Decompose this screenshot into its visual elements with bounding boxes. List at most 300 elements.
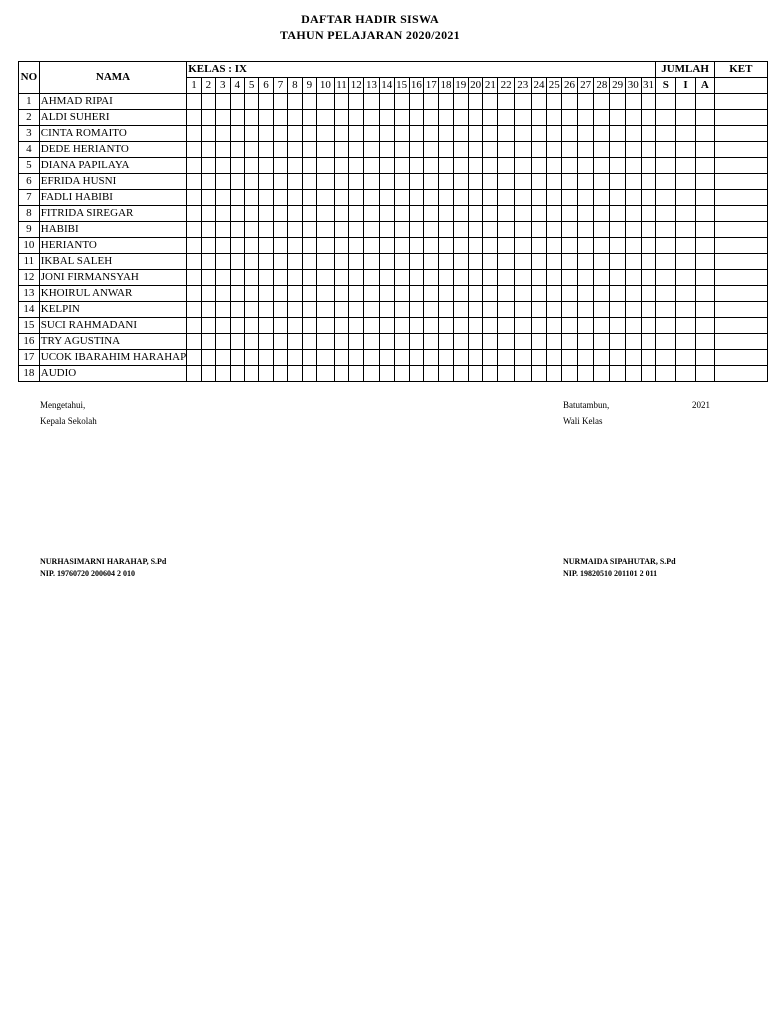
attendance-cell[interactable] [394,302,409,318]
attendance-cell[interactable] [259,158,273,174]
attendance-cell[interactable] [547,366,562,382]
attendance-cell[interactable] [625,190,641,206]
attendance-cell[interactable] [514,206,531,222]
ket-cell[interactable] [714,94,767,110]
attendance-cell[interactable] [562,142,578,158]
jumlah-cell[interactable] [656,334,676,350]
jumlah-cell[interactable] [695,94,714,110]
attendance-cell[interactable] [302,334,316,350]
attendance-cell[interactable] [625,238,641,254]
attendance-cell[interactable] [379,286,394,302]
attendance-cell[interactable] [514,110,531,126]
attendance-cell[interactable] [468,286,483,302]
attendance-cell[interactable] [641,94,656,110]
jumlah-cell[interactable] [676,222,696,238]
attendance-cell[interactable] [187,318,201,334]
attendance-cell[interactable] [409,222,424,238]
attendance-cell[interactable] [259,238,273,254]
attendance-cell[interactable] [288,94,302,110]
attendance-cell[interactable] [531,142,547,158]
attendance-cell[interactable] [244,174,258,190]
attendance-cell[interactable] [201,110,215,126]
attendance-cell[interactable] [409,174,424,190]
attendance-cell[interactable] [230,350,244,366]
attendance-cell[interactable] [244,110,258,126]
attendance-cell[interactable] [498,126,515,142]
attendance-cell[interactable] [334,334,349,350]
attendance-cell[interactable] [439,366,454,382]
attendance-cell[interactable] [349,190,364,206]
attendance-cell[interactable] [349,206,364,222]
attendance-cell[interactable] [594,158,610,174]
attendance-cell[interactable] [562,222,578,238]
attendance-cell[interactable] [424,334,439,350]
attendance-cell[interactable] [187,174,201,190]
attendance-cell[interactable] [230,190,244,206]
attendance-cell[interactable] [625,350,641,366]
attendance-cell[interactable] [364,110,380,126]
attendance-cell[interactable] [562,334,578,350]
attendance-cell[interactable] [317,94,335,110]
attendance-cell[interactable] [468,190,483,206]
attendance-cell[interactable] [230,126,244,142]
attendance-cell[interactable] [302,110,316,126]
attendance-cell[interactable] [394,222,409,238]
attendance-cell[interactable] [483,350,498,366]
attendance-cell[interactable] [394,94,409,110]
attendance-cell[interactable] [641,142,656,158]
attendance-cell[interactable] [216,318,230,334]
attendance-cell[interactable] [483,158,498,174]
attendance-cell[interactable] [216,270,230,286]
attendance-cell[interactable] [547,94,562,110]
attendance-cell[interactable] [288,206,302,222]
attendance-cell[interactable] [201,286,215,302]
attendance-cell[interactable] [409,190,424,206]
attendance-cell[interactable] [439,270,454,286]
jumlah-cell[interactable] [656,206,676,222]
jumlah-cell[interactable] [656,318,676,334]
attendance-cell[interactable] [594,222,610,238]
attendance-cell[interactable] [230,222,244,238]
attendance-cell[interactable] [409,206,424,222]
attendance-cell[interactable] [547,318,562,334]
attendance-cell[interactable] [230,158,244,174]
attendance-cell[interactable] [259,302,273,318]
attendance-cell[interactable] [216,334,230,350]
attendance-cell[interactable] [562,238,578,254]
attendance-cell[interactable] [483,254,498,270]
attendance-cell[interactable] [273,350,287,366]
attendance-cell[interactable] [349,286,364,302]
attendance-cell[interactable] [349,158,364,174]
attendance-cell[interactable] [201,350,215,366]
attendance-cell[interactable] [187,350,201,366]
attendance-cell[interactable] [394,238,409,254]
attendance-cell[interactable] [364,334,380,350]
attendance-cell[interactable] [349,270,364,286]
attendance-cell[interactable] [625,110,641,126]
attendance-cell[interactable] [625,222,641,238]
attendance-cell[interactable] [364,286,380,302]
attendance-cell[interactable] [577,350,594,366]
attendance-cell[interactable] [514,142,531,158]
attendance-cell[interactable] [230,254,244,270]
attendance-cell[interactable] [379,94,394,110]
attendance-cell[interactable] [302,142,316,158]
jumlah-cell[interactable] [656,126,676,142]
jumlah-cell[interactable] [676,334,696,350]
attendance-cell[interactable] [424,270,439,286]
attendance-cell[interactable] [468,302,483,318]
attendance-cell[interactable] [483,190,498,206]
attendance-cell[interactable] [394,206,409,222]
attendance-cell[interactable] [498,318,515,334]
attendance-cell[interactable] [302,222,316,238]
attendance-cell[interactable] [453,142,468,158]
attendance-cell[interactable] [259,286,273,302]
attendance-cell[interactable] [259,174,273,190]
attendance-cell[interactable] [364,366,380,382]
attendance-cell[interactable] [498,254,515,270]
attendance-cell[interactable] [273,334,287,350]
attendance-cell[interactable] [514,222,531,238]
attendance-cell[interactable] [273,174,287,190]
attendance-cell[interactable] [273,302,287,318]
attendance-cell[interactable] [453,110,468,126]
attendance-cell[interactable] [468,222,483,238]
attendance-cell[interactable] [641,238,656,254]
attendance-cell[interactable] [201,222,215,238]
attendance-cell[interactable] [379,142,394,158]
attendance-cell[interactable] [468,350,483,366]
attendance-cell[interactable] [483,238,498,254]
attendance-cell[interactable] [641,190,656,206]
attendance-cell[interactable] [483,126,498,142]
jumlah-cell[interactable] [656,350,676,366]
attendance-cell[interactable] [531,302,547,318]
attendance-cell[interactable] [625,94,641,110]
attendance-cell[interactable] [562,270,578,286]
attendance-cell[interactable] [288,334,302,350]
attendance-cell[interactable] [244,158,258,174]
attendance-cell[interactable] [349,318,364,334]
attendance-cell[interactable] [364,238,380,254]
ket-cell[interactable] [714,254,767,270]
attendance-cell[interactable] [187,206,201,222]
attendance-cell[interactable] [334,318,349,334]
attendance-cell[interactable] [468,110,483,126]
jumlah-cell[interactable] [695,222,714,238]
attendance-cell[interactable] [468,318,483,334]
attendance-cell[interactable] [201,302,215,318]
attendance-cell[interactable] [216,302,230,318]
attendance-cell[interactable] [273,318,287,334]
attendance-cell[interactable] [514,126,531,142]
attendance-cell[interactable] [379,270,394,286]
attendance-cell[interactable] [453,302,468,318]
attendance-cell[interactable] [439,334,454,350]
attendance-cell[interactable] [625,302,641,318]
attendance-cell[interactable] [364,206,380,222]
attendance-cell[interactable] [453,286,468,302]
jumlah-cell[interactable] [656,222,676,238]
jumlah-cell[interactable] [676,350,696,366]
attendance-cell[interactable] [288,174,302,190]
attendance-cell[interactable] [349,334,364,350]
attendance-cell[interactable] [424,222,439,238]
jumlah-cell[interactable] [676,366,696,382]
attendance-cell[interactable] [288,302,302,318]
attendance-cell[interactable] [288,110,302,126]
attendance-cell[interactable] [424,286,439,302]
attendance-cell[interactable] [424,318,439,334]
attendance-cell[interactable] [349,94,364,110]
attendance-cell[interactable] [230,238,244,254]
attendance-cell[interactable] [625,254,641,270]
attendance-cell[interactable] [641,110,656,126]
attendance-cell[interactable] [625,366,641,382]
attendance-cell[interactable] [594,126,610,142]
attendance-cell[interactable] [641,350,656,366]
attendance-cell[interactable] [317,190,335,206]
attendance-cell[interactable] [259,334,273,350]
jumlah-cell[interactable] [676,286,696,302]
attendance-cell[interactable] [273,286,287,302]
attendance-cell[interactable] [187,286,201,302]
ket-cell[interactable] [714,350,767,366]
attendance-cell[interactable] [394,366,409,382]
attendance-cell[interactable] [625,126,641,142]
attendance-cell[interactable] [577,254,594,270]
attendance-cell[interactable] [439,206,454,222]
attendance-cell[interactable] [498,158,515,174]
attendance-cell[interactable] [216,110,230,126]
attendance-cell[interactable] [288,142,302,158]
attendance-cell[interactable] [594,318,610,334]
attendance-cell[interactable] [610,334,626,350]
jumlah-cell[interactable] [695,286,714,302]
attendance-cell[interactable] [498,286,515,302]
attendance-cell[interactable] [547,110,562,126]
attendance-cell[interactable] [424,350,439,366]
attendance-cell[interactable] [187,190,201,206]
attendance-cell[interactable] [334,222,349,238]
attendance-cell[interactable] [244,366,258,382]
attendance-cell[interactable] [379,206,394,222]
attendance-cell[interactable] [439,222,454,238]
attendance-cell[interactable] [201,142,215,158]
attendance-cell[interactable] [483,142,498,158]
attendance-cell[interactable] [334,206,349,222]
attendance-cell[interactable] [424,302,439,318]
attendance-cell[interactable] [259,94,273,110]
attendance-cell[interactable] [409,350,424,366]
ket-cell[interactable] [714,334,767,350]
attendance-cell[interactable] [483,302,498,318]
attendance-cell[interactable] [439,126,454,142]
attendance-cell[interactable] [531,190,547,206]
attendance-cell[interactable] [498,110,515,126]
attendance-cell[interactable] [514,174,531,190]
attendance-cell[interactable] [547,206,562,222]
jumlah-cell[interactable] [656,254,676,270]
attendance-cell[interactable] [547,158,562,174]
attendance-cell[interactable] [230,270,244,286]
attendance-cell[interactable] [483,110,498,126]
attendance-cell[interactable] [483,334,498,350]
attendance-cell[interactable] [379,110,394,126]
attendance-cell[interactable] [409,238,424,254]
attendance-cell[interactable] [273,238,287,254]
attendance-cell[interactable] [483,174,498,190]
attendance-cell[interactable] [577,126,594,142]
attendance-cell[interactable] [216,158,230,174]
attendance-cell[interactable] [610,222,626,238]
jumlah-cell[interactable] [695,302,714,318]
attendance-cell[interactable] [230,318,244,334]
attendance-cell[interactable] [364,126,380,142]
attendance-cell[interactable] [424,254,439,270]
attendance-cell[interactable] [273,366,287,382]
attendance-cell[interactable] [216,366,230,382]
attendance-cell[interactable] [577,174,594,190]
attendance-cell[interactable] [244,94,258,110]
attendance-cell[interactable] [364,158,380,174]
jumlah-cell[interactable] [656,366,676,382]
attendance-cell[interactable] [498,238,515,254]
attendance-cell[interactable] [409,286,424,302]
attendance-cell[interactable] [547,350,562,366]
attendance-cell[interactable] [302,270,316,286]
attendance-cell[interactable] [273,222,287,238]
attendance-cell[interactable] [577,142,594,158]
attendance-cell[interactable] [531,158,547,174]
attendance-cell[interactable] [483,286,498,302]
attendance-cell[interactable] [244,254,258,270]
attendance-cell[interactable] [317,366,335,382]
attendance-cell[interactable] [562,174,578,190]
attendance-cell[interactable] [230,334,244,350]
attendance-cell[interactable] [216,206,230,222]
jumlah-cell[interactable] [676,302,696,318]
attendance-cell[interactable] [244,270,258,286]
attendance-cell[interactable] [439,254,454,270]
attendance-cell[interactable] [641,174,656,190]
jumlah-cell[interactable] [695,366,714,382]
attendance-cell[interactable] [547,270,562,286]
jumlah-cell[interactable] [656,238,676,254]
attendance-cell[interactable] [259,366,273,382]
attendance-cell[interactable] [625,142,641,158]
attendance-cell[interactable] [244,350,258,366]
jumlah-cell[interactable] [676,190,696,206]
attendance-cell[interactable] [394,286,409,302]
attendance-cell[interactable] [562,190,578,206]
attendance-cell[interactable] [230,174,244,190]
ket-cell[interactable] [714,366,767,382]
attendance-cell[interactable] [641,334,656,350]
attendance-cell[interactable] [594,302,610,318]
jumlah-cell[interactable] [656,94,676,110]
attendance-cell[interactable] [498,94,515,110]
attendance-cell[interactable] [201,94,215,110]
attendance-cell[interactable] [498,350,515,366]
attendance-cell[interactable] [334,270,349,286]
attendance-cell[interactable] [259,110,273,126]
ket-cell[interactable] [714,142,767,158]
attendance-cell[interactable] [610,350,626,366]
jumlah-cell[interactable] [695,158,714,174]
attendance-cell[interactable] [577,158,594,174]
jumlah-cell[interactable] [656,158,676,174]
jumlah-cell[interactable] [656,142,676,158]
attendance-cell[interactable] [187,238,201,254]
attendance-cell[interactable] [409,110,424,126]
attendance-cell[interactable] [610,254,626,270]
attendance-cell[interactable] [302,254,316,270]
attendance-cell[interactable] [334,254,349,270]
attendance-cell[interactable] [317,302,335,318]
attendance-cell[interactable] [216,94,230,110]
attendance-cell[interactable] [230,110,244,126]
attendance-cell[interactable] [334,286,349,302]
attendance-cell[interactable] [259,350,273,366]
attendance-cell[interactable] [216,174,230,190]
attendance-cell[interactable] [498,302,515,318]
attendance-cell[interactable] [531,350,547,366]
attendance-cell[interactable] [379,318,394,334]
attendance-cell[interactable] [577,334,594,350]
attendance-cell[interactable] [288,318,302,334]
attendance-cell[interactable] [439,94,454,110]
attendance-cell[interactable] [424,110,439,126]
attendance-cell[interactable] [625,206,641,222]
attendance-cell[interactable] [394,158,409,174]
attendance-cell[interactable] [273,254,287,270]
jumlah-cell[interactable] [676,142,696,158]
attendance-cell[interactable] [625,334,641,350]
attendance-cell[interactable] [562,254,578,270]
attendance-cell[interactable] [364,254,380,270]
attendance-cell[interactable] [334,366,349,382]
attendance-cell[interactable] [409,158,424,174]
attendance-cell[interactable] [625,174,641,190]
attendance-cell[interactable] [394,126,409,142]
attendance-cell[interactable] [187,270,201,286]
attendance-cell[interactable] [594,142,610,158]
attendance-cell[interactable] [498,190,515,206]
attendance-cell[interactable] [577,238,594,254]
attendance-cell[interactable] [610,126,626,142]
attendance-cell[interactable] [424,126,439,142]
attendance-cell[interactable] [424,94,439,110]
attendance-cell[interactable] [334,302,349,318]
attendance-cell[interactable] [364,350,380,366]
attendance-cell[interactable] [302,190,316,206]
attendance-cell[interactable] [625,318,641,334]
attendance-cell[interactable] [641,270,656,286]
attendance-cell[interactable] [547,142,562,158]
attendance-cell[interactable] [394,190,409,206]
attendance-cell[interactable] [453,158,468,174]
attendance-cell[interactable] [562,158,578,174]
attendance-cell[interactable] [216,126,230,142]
attendance-cell[interactable] [641,254,656,270]
ket-cell[interactable] [714,318,767,334]
jumlah-cell[interactable] [676,254,696,270]
attendance-cell[interactable] [531,254,547,270]
